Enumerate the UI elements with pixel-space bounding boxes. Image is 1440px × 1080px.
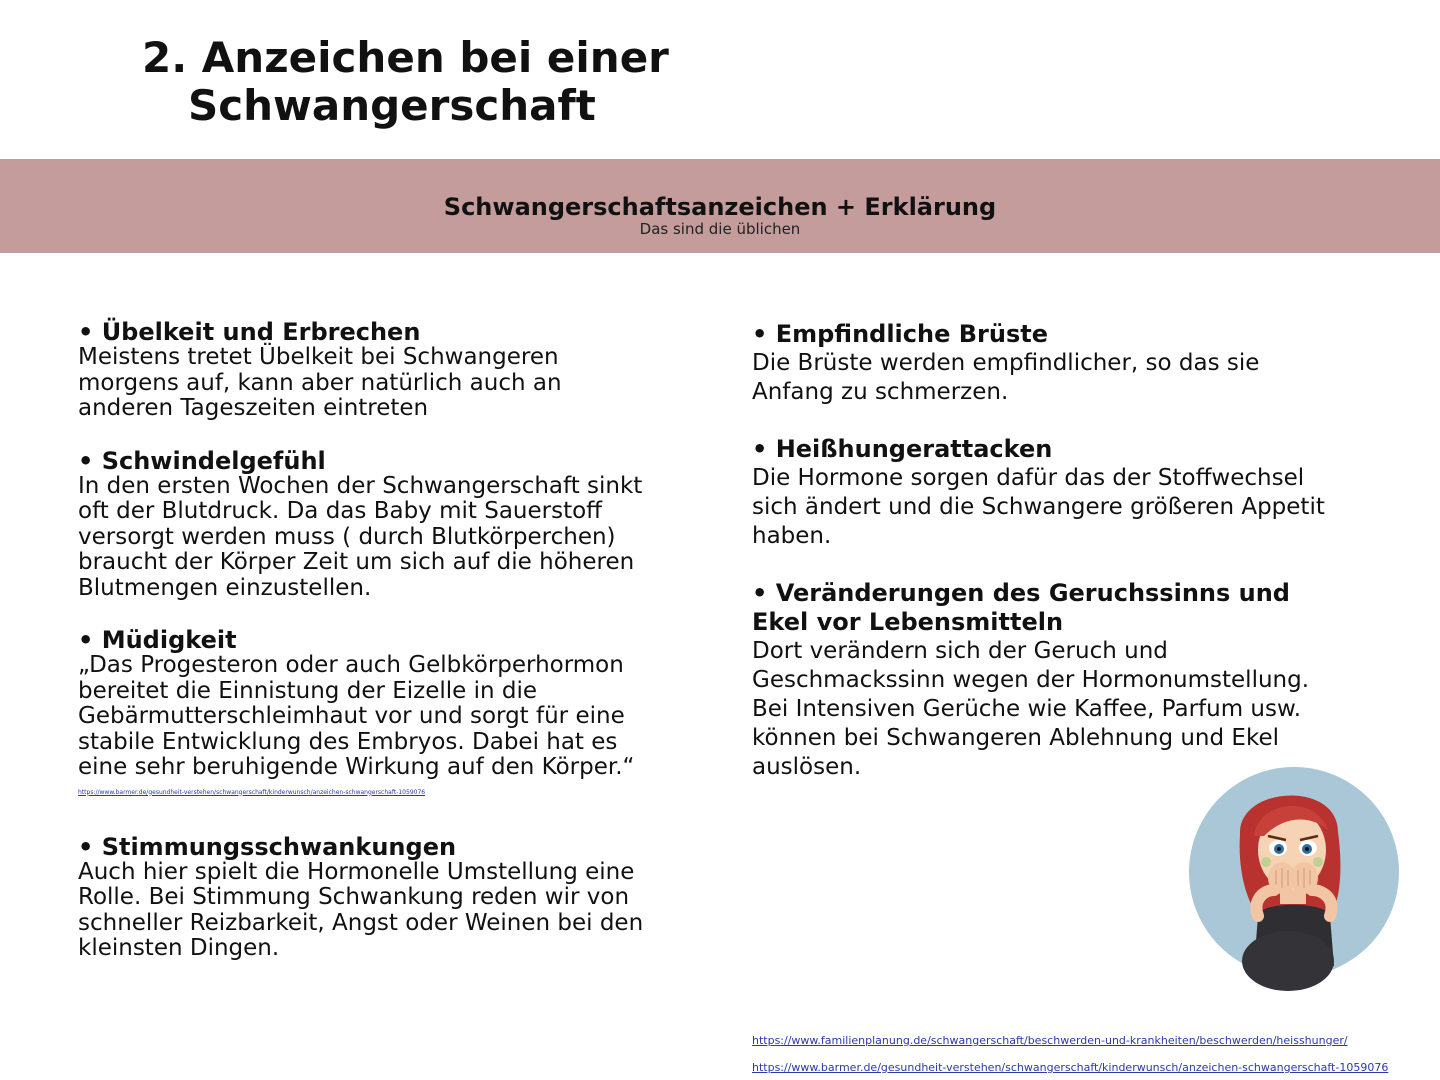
symptom-item	[78, 448, 658, 602]
symptom-text: Dort verändern sich der Geruch und Geschmackssinn wegen der Hormonumstellung. Bei Intensiven Gerüche wie Kaffee, Parfum usw. können bei Schwangeren Ablehnung und Ekel auslösen.	[752, 638, 1310, 780]
symptom-title: • Empfindliche Brüste	[752, 320, 1048, 348]
band-heading: Schwangerschaftsanzeichen + Erklärung	[443, 193, 997, 221]
symptom-title: • Übelkeit und Erbrechen	[78, 318, 421, 346]
symptom-title: • Schwindelgefühl	[78, 446, 326, 475]
symptom-title: • Heißhungerattacken	[752, 435, 1053, 463]
symptom-text: „Das Progesteron oder auch Gelbkörperhormon bereitet die Einnistung der Eizelle in die Gebärmutterschleimhaut vor und sorgt für eine stabile Entwicklung des Embryos. Dabei hat es eine sehr beruhigende Wirkung auf den Körper.“	[78, 652, 635, 780]
symptom-item	[78, 627, 658, 796]
symptom-text: Die Hormone sorgen dafür das der Stoffwechsel sich ändert und die Schwangere größeren Appetit haben.	[752, 465, 1325, 549]
symptom-item	[78, 319, 658, 422]
symptom-item	[752, 435, 1332, 551]
symptom-title: • Müdigkeit	[78, 626, 237, 654]
page-title-line1: 2. Anzeichen bei einer	[142, 33, 669, 82]
page-title	[142, 34, 669, 130]
right-column	[752, 320, 1332, 782]
symptom-title: • Stimmungsschwankungen	[78, 832, 457, 861]
symptom-text: In den ersten Wochen der Schwangerschaft sinkt oft der Blutdruck. Da das Baby mit Sauerstoff versorgt werden muss ( durch Blutkörperchen) braucht der Körper Zeit um sich auf die höheren Blutmengen einzustellen.	[78, 472, 643, 601]
band-subheading: Das sind die üblichen	[639, 220, 801, 238]
source-link[interactable]: https://www.familienplanung.de/schwangerschaft/beschwerden-und-krankheiten/beschwerden/heisshunger/	[752, 1034, 1348, 1047]
source-link[interactable]: https://www.barmer.de/gesundheit-verstehen/schwangerschaft/kinderwunsch/anzeichen-schwangerschaft-1059076	[752, 1061, 1389, 1074]
page-title-line2: Schwangerschaft	[188, 81, 596, 130]
symptom-text: Auch hier spielt die Hormonelle Umstellung eine Rolle. Bei Stimmung Schwankung reden wir von schneller Reizbarkeit, Angst oder Weinen bei den kleinsten Dingen.	[78, 858, 644, 961]
symptom-item	[752, 579, 1332, 782]
header-band	[0, 159, 1440, 253]
symptom-text: Meistens tretet Übelkeit bei Schwangeren morgens auf, kann aber natürlich auch an anderen Tageszeiten eintreten	[78, 344, 562, 421]
symptom-item	[78, 834, 658, 962]
source-link-small[interactable]: https://www.barmer.de/gesundheit-verstehen/schwangerschaft/kinderwunsch/anzeichen-schwangerschaft-1059076	[78, 788, 426, 796]
pregnant-woman-nausea-illustration-icon	[1188, 766, 1400, 996]
symptom-text: Die Brüste werden empfindlicher, so das sie Anfang zu schmerzen.	[752, 350, 1260, 405]
symptom-title: • Veränderungen des Geruchssinns und Ekel vor Lebensmitteln	[752, 579, 1290, 636]
left-column	[78, 319, 658, 962]
symptom-item	[752, 320, 1332, 407]
